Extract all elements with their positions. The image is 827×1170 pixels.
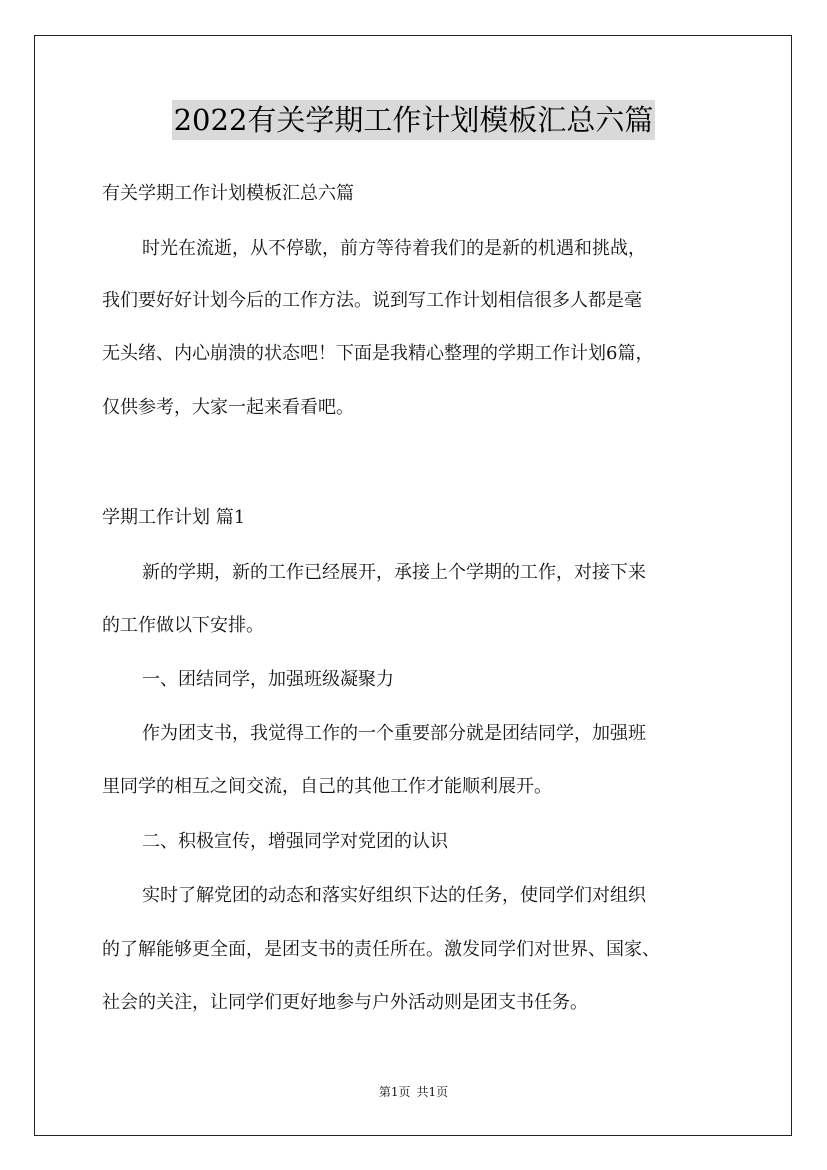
- document-subtitle: 有关学期工作计划模板汇总六篇: [102, 183, 354, 204]
- page-footer: [0, 1084, 827, 1100]
- intro-line-1: 时光在流逝，从不停歇，前方等待着我们的是新的机遇和挑战，: [142, 238, 646, 259]
- body-line-8: 的了解能够更全面，是团支书的责任所在。激发同学们对世界、国家、: [102, 939, 660, 960]
- section-heading: 学期工作计划 篇1: [102, 507, 246, 528]
- body-line-7: 实时了解党团的动态和落实好组织下达的任务，使同学们对组织: [142, 885, 646, 906]
- body-line-4: 作为团支书，我觉得工作的一个重要部分就是团结同学，加强班: [142, 723, 646, 744]
- document-title: 2022有关学期工作计划模板汇总六篇: [172, 100, 656, 140]
- body-line-3: 一、团结同学，加强班级凝聚力: [142, 669, 394, 690]
- page-number: 第1页: [378, 1085, 411, 1099]
- page-total: 共1页: [416, 1085, 449, 1099]
- intro-line-3: 无头绪、内心崩溃的状态吧！下面是我精心整理的学期工作计划6篇，: [102, 343, 654, 364]
- title-container: [0, 100, 827, 140]
- body-line-5: 里同学的相互之间交流，自己的其他工作才能顺利展开。: [102, 776, 552, 797]
- intro-line-4: 仅供参考，大家一起来看看吧。: [102, 397, 354, 418]
- body-line-2: 的工作做以下安排。: [102, 615, 264, 636]
- body-line-6: 二、积极宣传，增强同学对党团的认识: [142, 831, 448, 852]
- body-line-1: 新的学期，新的工作已经展开，承接上个学期的工作，对接下来: [142, 562, 646, 583]
- body-line-9: 社会的关注，让同学们更好地参与户外活动则是团支书任务。: [102, 992, 588, 1013]
- intro-line-2: 我们要好好计划今后的工作方法。说到写工作计划相信很多人都是毫: [102, 290, 642, 311]
